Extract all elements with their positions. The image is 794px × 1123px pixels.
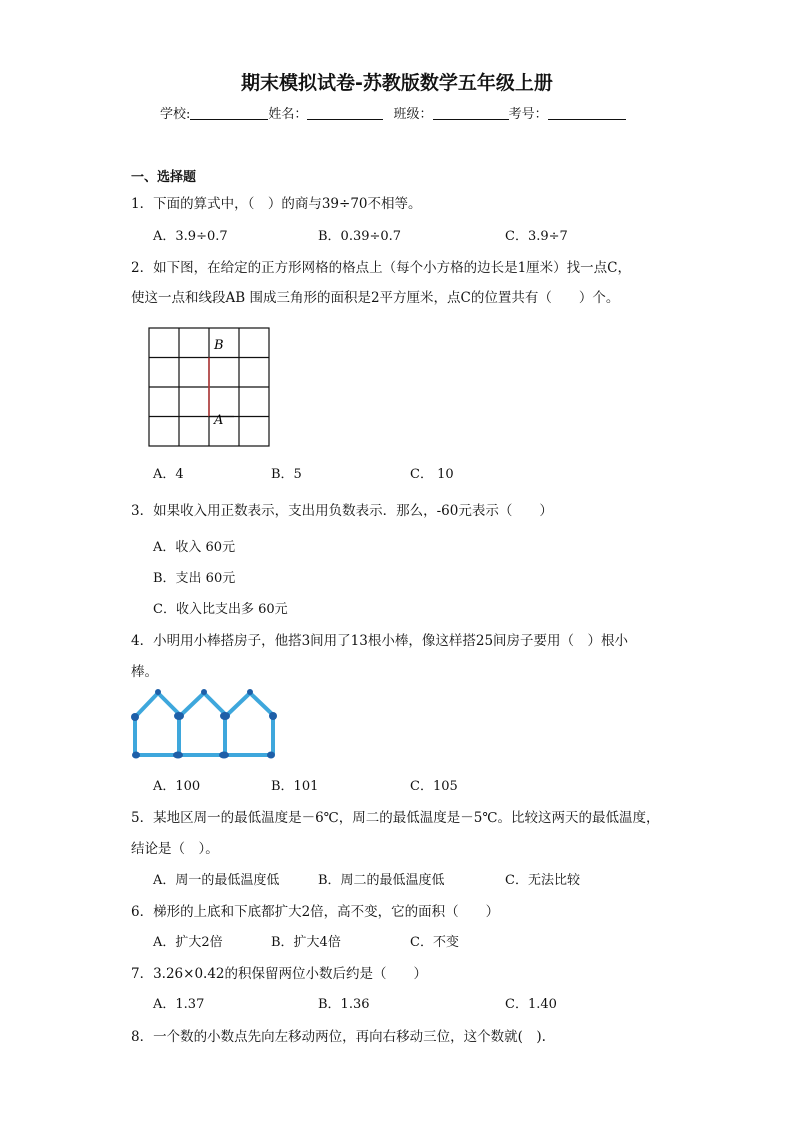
q2-option-a[interactable]: A．4: [153, 467, 184, 482]
question-4: 4．小明用小棒搭房子，他搭3间用了13根小棒，像这样搭25间房子要用（ ）根小: [131, 633, 629, 649]
q7-option-c[interactable]: C．1.40: [505, 997, 557, 1012]
class-blank[interactable]: [433, 107, 509, 120]
exam-no-blank[interactable]: [548, 107, 626, 120]
q2-option-b[interactable]: B．5: [271, 467, 302, 482]
question-3: 3．如果收入用正数表示，支出用负数表示．那么，-60元表示（ ）: [131, 503, 553, 519]
point-a-label: A: [214, 413, 224, 428]
q7-option-b[interactable]: B．1.36: [318, 997, 370, 1012]
q6-option-a[interactable]: A．扩大2倍: [153, 935, 223, 950]
q4-option-a[interactable]: A．100: [153, 779, 201, 794]
class-label: 班级：: [393, 107, 433, 122]
q5-option-c[interactable]: C．无法比较: [505, 873, 580, 888]
school-blank[interactable]: [190, 107, 268, 120]
q1-option-b[interactable]: B．0.39÷0.7: [318, 229, 402, 244]
question-5-line2: 结论是（ ）。: [131, 841, 219, 857]
name-blank[interactable]: [307, 107, 383, 120]
student-info-line: [160, 103, 626, 122]
stick-houses-figure: [128, 688, 292, 764]
q4-option-b[interactable]: B．101: [271, 779, 319, 794]
q4-option-c[interactable]: C．105: [410, 779, 458, 794]
q1-option-c[interactable]: C．3.9÷7: [505, 229, 568, 244]
page-title: 期末模拟试卷-苏教版数学五年级上册: [241, 72, 553, 94]
school-label: 学校:: [160, 107, 191, 122]
question-1: 1．下面的算式中，（ ）的商与39÷70不相等。: [131, 196, 422, 212]
grid-figure: [146, 325, 274, 449]
q5-option-a[interactable]: A．周一的最低温度低: [153, 873, 280, 888]
point-b-label: B: [214, 338, 224, 353]
q6-option-b[interactable]: B．扩大4倍: [271, 935, 341, 950]
question-7: 7．3.26×0.42的积保留两位小数后约是（ ）: [131, 966, 428, 982]
question-5: 5．某地区周一的最低温度是－6℃，周二的最低温度是－5℃。比较这两天的最低温度，: [131, 810, 660, 826]
q5-option-b[interactable]: B．周二的最低温度低: [318, 873, 445, 888]
q7-option-a[interactable]: A．1.37: [153, 997, 205, 1012]
exam-no-label: 考号：: [508, 107, 548, 122]
question-8: 8．一个数的小数点先向左移动两位，再向右移动三位，这个数就( ).: [131, 1029, 546, 1045]
section-heading: 一、选择题: [131, 170, 197, 185]
q1-option-a[interactable]: A．3.9÷0.7: [153, 229, 228, 244]
question-6: 6．梯形的上底和下底都扩大2倍，高不变，它的面积（ ）: [131, 904, 500, 920]
q3-option-a[interactable]: A．收入 60元: [153, 540, 236, 555]
q3-option-c[interactable]: C．收入比支出多 60元: [153, 602, 288, 617]
question-2-line2: 使这一点和线段AB 围成三角形的面积是2平方厘米，点C的位置共有（ ）个。: [131, 290, 620, 306]
name-label: 姓名：: [268, 107, 308, 122]
q3-option-b[interactable]: B．支出 60元: [153, 571, 236, 586]
question-2: 2．如下图，在给定的正方形网格的格点上（每个小方格的边长是1厘米）找一点C，: [131, 260, 632, 276]
q6-option-c[interactable]: C．不变: [410, 935, 459, 950]
question-4-line2: 棒。: [131, 664, 158, 680]
q2-option-c[interactable]: C． 10: [410, 467, 454, 482]
